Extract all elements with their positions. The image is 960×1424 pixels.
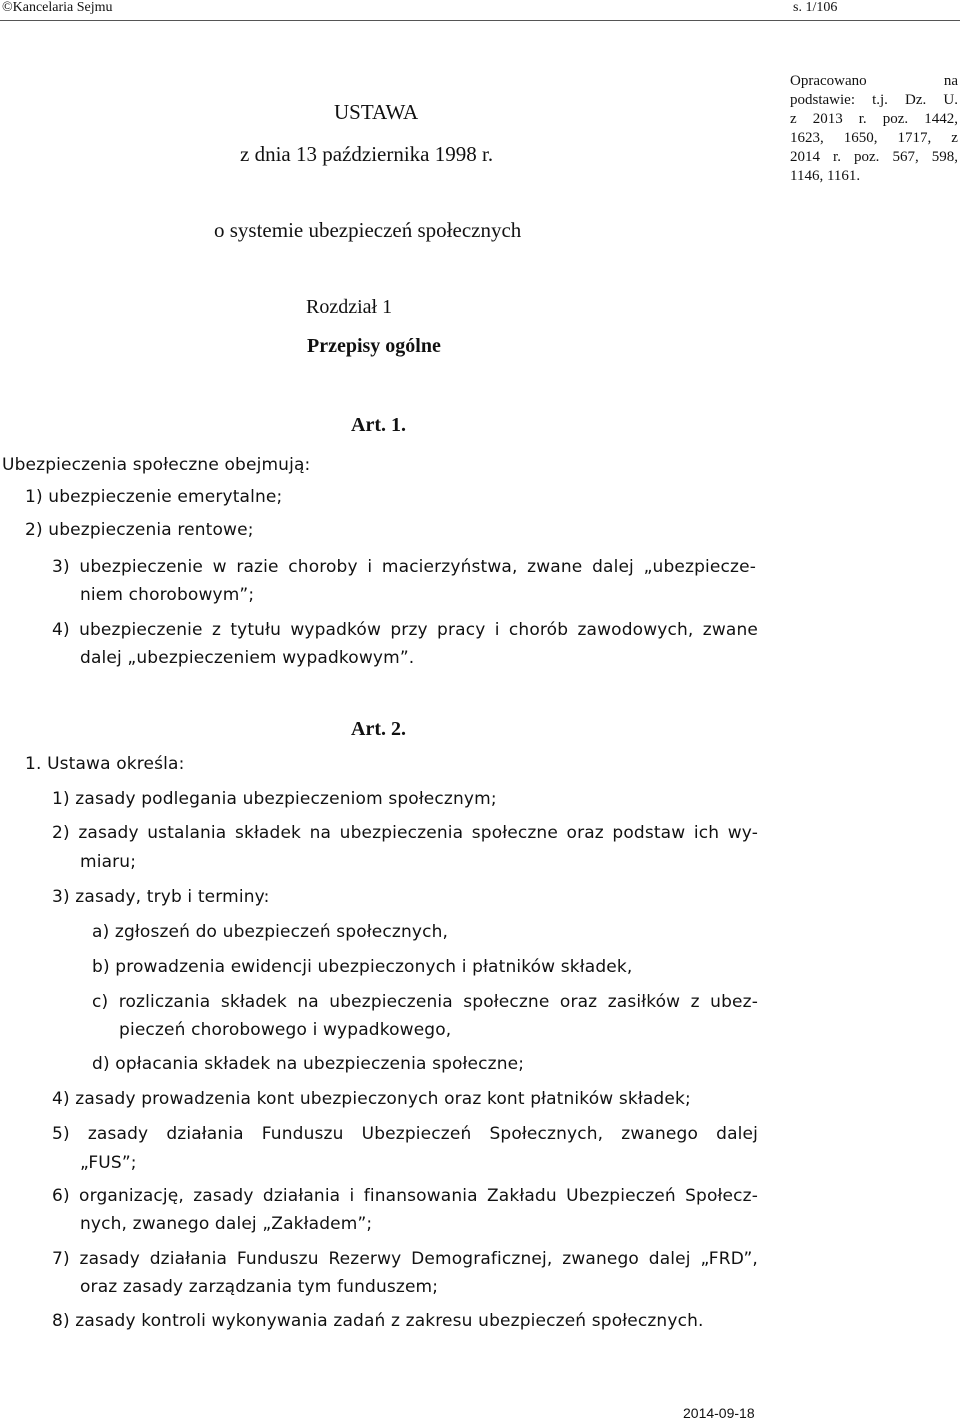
- source-note-line: z 2013 r. poz. 1442,: [790, 111, 958, 127]
- article-1-item: 4) ubezpieczenie z tytułu wypadków przy pracy i chorób zawodowych, zwane: [52, 620, 758, 640]
- article-2-item-continuation: nych, zwanego dalej „Zakładem”;: [80, 1214, 373, 1234]
- article-1-intro: Ubezpieczenia społeczne obejmują:: [2, 455, 311, 475]
- source-note: [790, 72, 958, 186]
- article-1-heading: Art. 1.: [351, 414, 406, 436]
- article-2-subitem: d) opłacania składek na ubezpieczenia społeczne;: [92, 1054, 525, 1074]
- page-number: s. 1/106: [793, 0, 838, 15]
- chapter-number: Rozdział 1: [306, 296, 393, 318]
- article-2-item: 8) zasady kontroli wykonywania zadań z zakresu ubezpieczeń społecznych.: [52, 1311, 704, 1331]
- article-1-item: 3) ubezpieczenie w razie choroby i macierzyństwa, zwane dalej „ubezpiecze-: [52, 557, 756, 577]
- article-2-item: 3) zasady, tryb i terminy:: [52, 887, 270, 907]
- article-2-intro: 1. Ustawa określa:: [25, 754, 185, 774]
- article-2-item: 6) organizację, zasady działania i finansowania Zakładu Ubezpieczeń Społecz-: [52, 1186, 758, 1206]
- article-1-item-continuation: dalej „ubezpieczeniem wypadkowym”.: [80, 648, 415, 668]
- footer-date: 2014-09-18: [683, 1405, 755, 1421]
- chapter-title: Przepisy ogólne: [307, 335, 441, 357]
- article-2-item: 4) zasady prowadzenia kont ubezpieczonych oraz kont płatników składek;: [52, 1089, 691, 1109]
- act-date: z dnia 13 października 1998 r.: [240, 142, 494, 166]
- article-2-item-continuation: oraz zasady zarządzania tym funduszem;: [80, 1277, 439, 1297]
- act-type-title: USTAWA: [334, 100, 419, 124]
- article-2-subitem: a) zgłoszeń do ubezpieczeń społecznych,: [92, 922, 449, 942]
- source-note-line: 1146, 1161.: [790, 168, 861, 184]
- article-2-item: 5) zasady działania Funduszu Ubezpieczeń Społecznych, zwanego dalej: [52, 1124, 758, 1144]
- article-2-item: 2) zasady ustalania składek na ubezpieczenia społeczne oraz podstaw ich wy-: [52, 823, 758, 843]
- article-2-subitem: c) rozliczania składek na ubezpieczenia społeczne oraz zasiłków z ubez-: [92, 992, 758, 1012]
- header-divider: [0, 20, 960, 21]
- article-2-subitem: b) prowadzenia ewidencji ubezpieczonych i płatników składek,: [92, 957, 633, 977]
- source-note-line: podstawie: t.j. Dz. U.: [790, 92, 958, 108]
- article-1-item: 1) ubezpieczenie emerytalne;: [25, 487, 283, 507]
- source-note-line: 2014 r. poz. 567, 598,: [790, 149, 958, 165]
- article-2-item: 1) zasady podlegania ubezpieczeniom społecznym;: [52, 789, 497, 809]
- act-subject: o systemie ubezpieczeń społecznych: [214, 218, 522, 242]
- article-2-subitem-continuation: pieczeń chorobowego i wypadkowego,: [119, 1020, 452, 1040]
- article-2-item: 7) zasady działania Funduszu Rezerwy Demograficznej, zwanego dalej „FRD”,: [52, 1249, 758, 1269]
- article-2-heading: Art. 2.: [351, 718, 406, 740]
- article-2-item-continuation: miaru;: [80, 852, 137, 872]
- header-left: ©Kancelaria Sejmu: [2, 0, 113, 15]
- article-2-item-continuation: „FUS”;: [80, 1153, 137, 1173]
- article-1-item-continuation: niem chorobowym”;: [80, 585, 255, 605]
- source-note-line: 1623, 1650, 1717, z: [790, 130, 958, 146]
- article-1-item: 2) ubezpieczenia rentowe;: [25, 520, 254, 540]
- source-note-line: Opracowano na: [790, 73, 958, 89]
